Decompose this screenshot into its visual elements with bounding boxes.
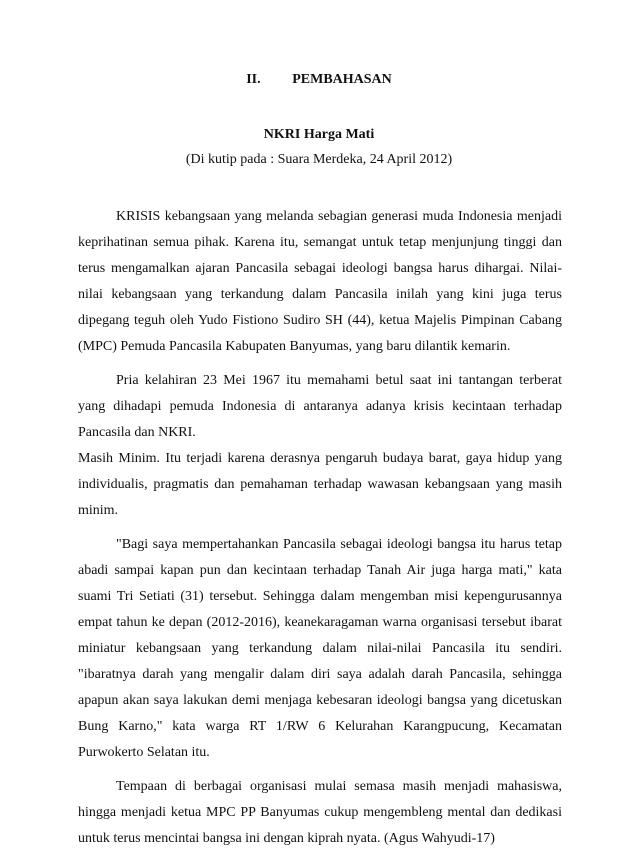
section-number: II. bbox=[246, 72, 261, 87]
section-heading bbox=[0, 72, 638, 88]
article-source: (Di kutip pada : Suara Merdeka, 24 April 2012) bbox=[185, 152, 453, 167]
paragraph-5: Tempaan di berbagai organisasi mulai semasa masih menjadi mahasiswa, hingga menjadi ketua MPC PP Banyumas cukup mengembleng mental dan dedikasi untuk terus mencintai bangsa ini dengan kiprah nyata. (Agus Wahyudi-17) bbox=[78, 779, 562, 846]
paragraph-4: "Bagi saya mempertahankan Pancasila sebagai ideologi bangsa itu harus tetap abadi sampai kapan pun dan kecintaan terhadap Tanah Air juga harga mati," kata suami Tri Setiati (31) tersebut. Sehingga dalam mengemban misi kepengurusannya empat tahun ke depan (2012-2016), keanekaragaman warna organisasi tersebut ibarat miniatur kebangsaan yang terkandung dalam nilai-nilai Pancasila itu sendiri. "ibaratnya darah yang mengalir dalam diri saya adalah darah Pancasila, sehingga apapun akan saya lakukan demi menjaga kebesaran ideologi bangsa yang dicetuskan Bung Karno," kata warga RT 1/RW 6 Kelurahan Karangpucung, Kecamatan Purwokerto Selatan itu. bbox=[78, 537, 562, 760]
section-title: PEMBAHASAN bbox=[292, 72, 392, 87]
paragraph-2: Pria kelahiran 23 Mei 1967 itu memahami betul saat ini tantangan terberat yang dihadapi pemuda Indonesia di antaranya adanya krisis kecintaan terhadap Pancasila dan NKRI. bbox=[78, 373, 562, 440]
article-title: NKRI Harga Mati bbox=[263, 127, 375, 142]
paragraph-3: Masih Minim. Itu terjadi karena derasnya pengaruh budaya barat, gaya hidup yang individualis, pragmatis dan pemahaman terhadap wawasan kebangsaan yang masih minim. bbox=[78, 451, 562, 518]
article-body bbox=[78, 204, 562, 860]
paragraph-1: KRISIS kebangsaan yang melanda sebagian generasi muda Indonesia menjadi keprihatinan semua pihak. Karena itu, semangat untuk tetap menjunjung tinggi dan terus mengamalkan ajaran Pancasila sebagai ideologi bangsa harus dihargai. Nilai-nilai kebangsaan yang terkandung dalam Pancasila inilah yang kini juga terus dipegang teguh oleh Yudo Fistiono Sudiro SH (44), ketua Majelis Pimpinan Cabang (MPC) Pemuda Pancasila Kabupaten Banyumas, yang baru dilantik kemarin. bbox=[78, 209, 562, 354]
